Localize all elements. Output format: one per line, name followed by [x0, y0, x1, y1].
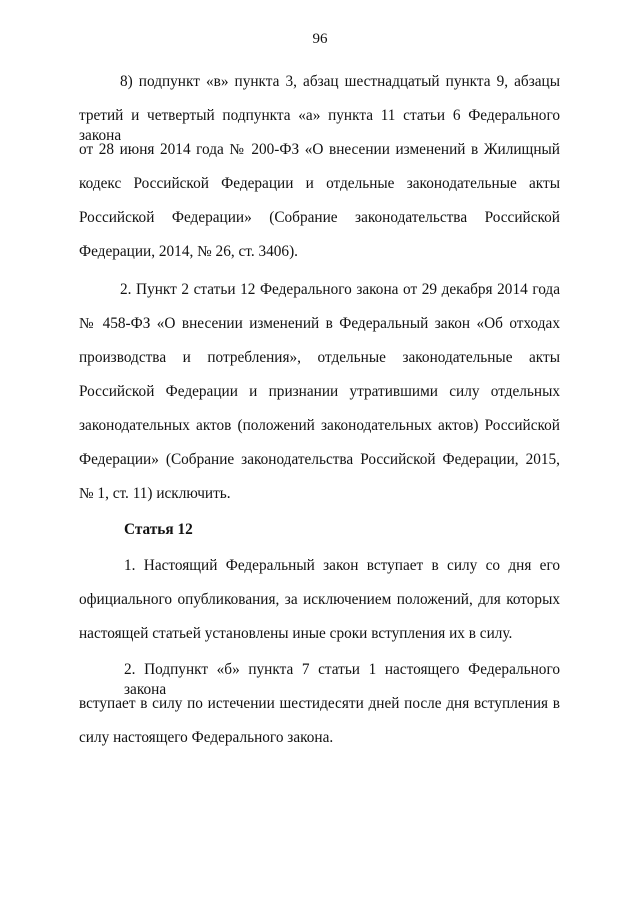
text-line: официального опубликования, за исключением положений, для которых: [79, 591, 560, 608]
text-line: от 28 июня 2014 года № 200-ФЗ «О внесении изменений в Жилищный: [79, 141, 560, 158]
text-line: кодекс Российской Федерации и отдельные законодательные акты: [79, 175, 560, 192]
text-line: № 458-ФЗ «О внесении изменений в Федеральный закон «Об отходах: [79, 315, 560, 332]
text-line: вступает в силу по истечении шестидесяти дней после дня вступления в: [79, 695, 560, 712]
text-line: силу настоящего Федерального закона.: [79, 729, 334, 746]
text-line: 1. Настоящий Федеральный закон вступает в силу со дня его: [124, 557, 560, 574]
text-line: 2. Пункт 2 статьи 12 Федерального закона от 29 декабря 2014 года: [120, 281, 560, 298]
text-line: № 1, ст. 11) исключить.: [79, 485, 231, 502]
text-line: 8) подпункт «в» пункта 3, абзац шестнадцатый пункта 9, абзацы: [120, 73, 560, 90]
page-number: 96: [312, 31, 328, 47]
text-line: законодательных актов (положений законодательных актов) Российской: [79, 417, 560, 434]
text-line: Российской Федерации» (Собрание законодательства Российской: [79, 209, 560, 226]
text-line: Российской Федерации и признании утратившими силу отдельных: [79, 383, 560, 400]
text-line: производства и потребления», отдельные законодательные акты: [79, 349, 560, 366]
text-line: третий и четвертый подпункта «а» пункта 11 статьи 6 Федерального закона: [79, 107, 560, 144]
article-heading: Статья 12: [124, 521, 193, 538]
text-line: настоящей статьей установлены иные сроки вступления их в силу.: [79, 625, 513, 642]
text-line: 2. Подпункт «б» пункта 7 статьи 1 настоящего Федерального закона: [124, 661, 560, 698]
text-line: Федерации, 2014, № 26, ст. 3406).: [79, 243, 298, 260]
text-line: Федерации» (Собрание законодательства Российской Федерации, 2015,: [79, 451, 560, 468]
